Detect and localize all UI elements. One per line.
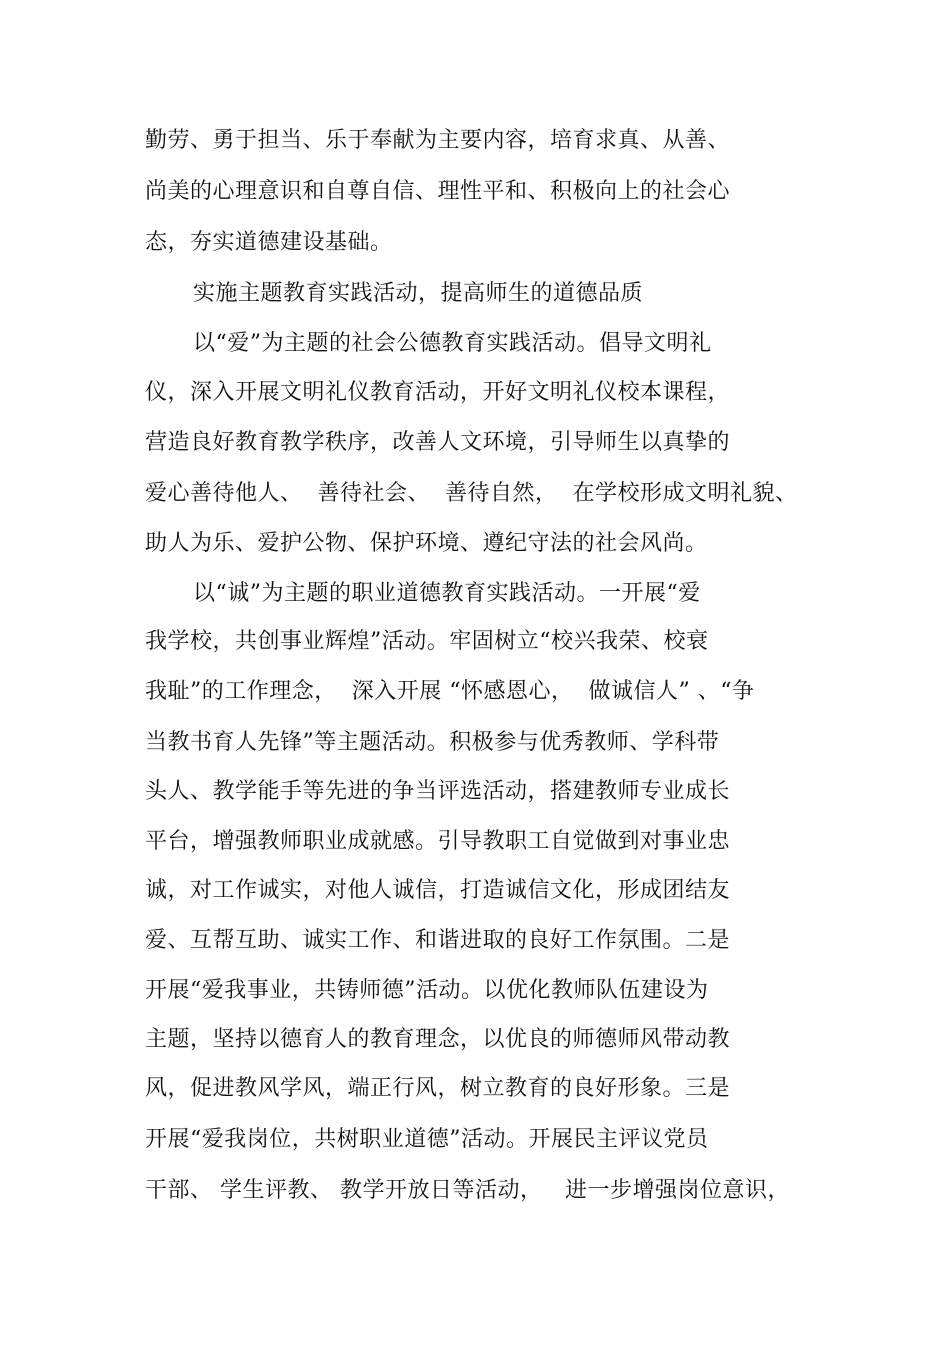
section-heading: 实施主题教育实践活动，提高师生的道德品质	[193, 281, 644, 306]
text-line: 仪，深入开展文明礼仪教育活动，开好文明礼仪校本课程，	[145, 380, 731, 405]
text-line: 营造良好教育教学秩序，改善人文环境，引导师生以真挚的	[145, 430, 731, 455]
text-line: 我学校，共创事业辉煌”活动。牢固树立“校兴我荣、校衰	[145, 629, 709, 654]
text-line: 助人为乐、爱护公物、保护环境、遵纪守法的社会风尚。	[145, 531, 708, 556]
text-line: 诚，对工作诚实，对他人诚信，打造诚信文化，形成团结友	[145, 878, 731, 903]
text-line: 尚美的心理意识和自尊自信、理性平和、积极向上的社会心	[145, 179, 731, 204]
text-line: 爱、互帮互助、诚实工作、和谐进取的良好工作氛围。二是	[145, 928, 731, 953]
text-line: 开展“爱我岗位，共树职业道德”活动。开展民主评议党员	[145, 1127, 709, 1152]
text-line: 平台，增强教师职业成就感。引导教职工自觉做到对事业忠	[145, 829, 731, 854]
text-line: 爱心善待他人、 善待社会、 善待自然， 在学校形成文明礼貌、	[145, 481, 798, 506]
text-line: 勤劳、勇于担当、乐于奉献为主要内容，培育求真、从善、	[145, 128, 731, 153]
text-line: 干部、 学生评教、 教学开放日等活动， 进一步增强岗位意识，	[145, 1178, 790, 1203]
text-line: 风，促进教风学风，端正行风，树立教育的良好形象。三是	[145, 1076, 731, 1101]
text-line: 态，夯实道德建设基础。	[145, 230, 393, 255]
text-line: 我耻”的工作理念， 深入开展 “怀感恩心， 做诚信人” 、“争	[145, 679, 755, 704]
text-line: 开展“爱我事业，共铸师德”活动。以优化教师队伍建设为	[145, 978, 709, 1003]
text-line: 以“爱”为主题的社会公德教育实践活动。倡导文明礼	[193, 331, 712, 356]
text-line: 主题，坚持以德育人的教育理念，以优良的师德师风带动教	[145, 1027, 731, 1052]
text-line: 以“诚”为主题的职业道德教育实践活动。一开展“爱	[193, 581, 701, 606]
text-line: 头人、教学能手等先进的争当评选活动，搭建教师专业成长	[145, 779, 731, 804]
text-line: 当教书育人先锋”等主题活动。积极参与优秀教师、学科带	[145, 730, 720, 755]
